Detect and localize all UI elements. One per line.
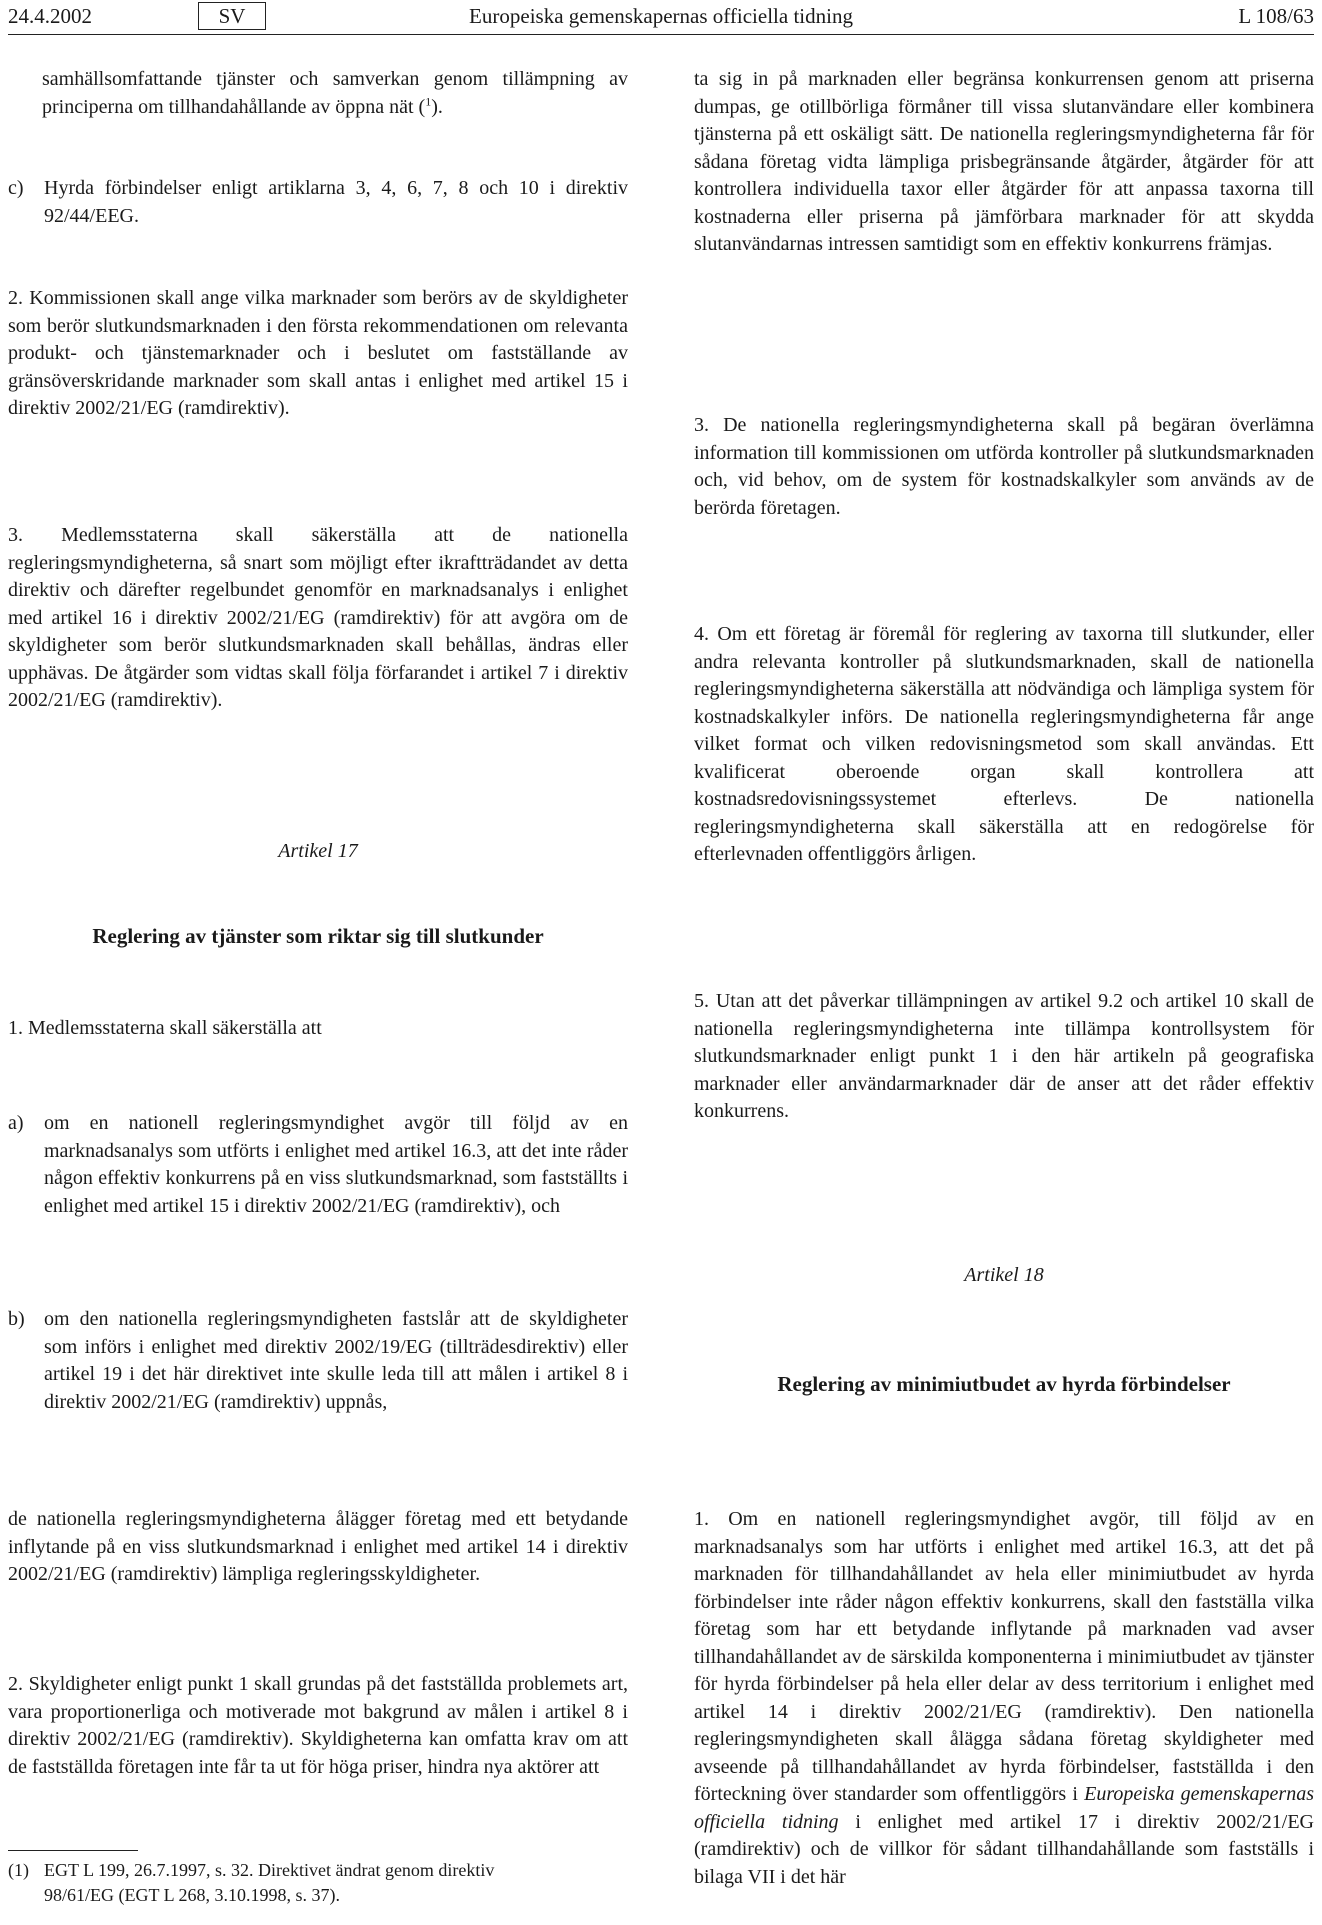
right-paragraph-4: 4. Om ett företag är föremål för reglering av taxorna till slutkunder, eller andra relevanta kontroller på slutkundsmarknaden, skall de nationella regleringsmyndigheterna säkerställa att nödvändiga och lämpliga system för kostnadskalkyler införs. De nationella regleringsmyndigheterna får ange vilket format och vilken redovisningsmetod som skall användas. Ett kvalificerat oberoende organ skall kontrollera att kostnadsredovisningssystemet efterlevs. De nationella regleringsmyndigheterna skall säkerställa att en redogörelse för efterlevnaden offentliggörs årligen. xyxy=(694,623,1314,865)
item-a-label: a) xyxy=(8,1112,24,1134)
item-a-text: om en nationell regleringsmyndighet avgör till följd av en marknadsanalys som utförts i enlighet med artikel 16.3, att det inte råder någon effektiv konkurrens på en viss slutkundsmarknad, som fastställts i enlighet med artikel 15 i direktiv 2002/21/EG (ramdirektiv), och xyxy=(44,1112,628,1217)
item-c-text: Hyrda förbindelser enligt artiklarna 3, 4, 6, 7, 8 och 10 i direktiv 92/44/EEG. xyxy=(44,177,628,227)
item-b xyxy=(8,1306,628,1416)
left-paragraph-3: 3. Medlemsstaterna skall säkerställa att de nationella regleringsmyndigheterna, så snart som möjligt efter ikraftträdandet av detta direktiv och därefter regelbundet genomför en marknadsanalys i enlighet med artikel 16 i direktiv 2002/21/EG (ramdirektiv) för att avgöra om de skyldigheter som berör slutkundsmarknaden skall behållas, ändras eller upphävas. De åtgärder som vidtas skall följa förfarandet i artikel 7 i direktiv 2002/21/EG (ramdirektiv). xyxy=(8,524,628,711)
article-17-number: Artikel 17 xyxy=(278,840,358,862)
footnote xyxy=(8,1858,628,1908)
article-18-paragraph-1 xyxy=(694,1506,1314,1891)
header-journal-title: Europeiska gemenskapernas officiella tidning xyxy=(469,4,853,28)
article-18-journal-italic: Europeiska gemenskapernas officiella tidning xyxy=(694,1783,1314,1833)
right-paragraph-3: 3. De nationella regleringsmyndigheterna skall på begäran överlämna information till kommissionen om utförda kontroller på slutkundsmarknaden och, vid behov, om de system för kostnadskalkyler som används av de berörda företagen. xyxy=(694,414,1314,519)
footnote-rule xyxy=(8,1850,138,1851)
footnote-line-1: EGT L 199, 26.7.1997, s. 32. Direktivet ändrat genom direktiv xyxy=(44,1860,495,1880)
right-paragraph-5: 5. Utan att det påverkar tillämpningen av artikel 9.2 och artikel 10 skall de nationella regleringsmyndigheterna inte tillämpa kontrollsystem för slutkundsmarknader enligt punkt 1 i den här artikeln på geografiska marknader eller användarmarknader där de anser att det råder effektiv konkurrens. xyxy=(694,990,1314,1122)
article-17-title: Reglering av tjänster som riktar sig till slutkunder xyxy=(92,924,544,948)
footnote-label: (1) xyxy=(8,1860,29,1880)
left-intro-paragraph xyxy=(42,66,628,121)
right-continuation-paragraph: ta sig in på marknaden eller begränsa konkurrensen genom att priserna dumpas, ge otillbörliga förmåner till vissa slutanvändare eller kombinera tjänsterna på ett oskäligt sätt. De nationella regleringsmyndigheterna får för sådana företag vidta lämpliga prisbegränsande åtgärder, åtgärder för att kontrollera individuella taxor eller åtgärder för att anpassa taxorna till kostnaderna eller priserna på jämförbara marknader för att skydda slutanvändarnas intressen samtidigt som en effektiv konkurrens främjas. xyxy=(694,68,1314,255)
left-paragraph-2: 2. Kommissionen skall ange vilka marknader som berörs av de skyldigheter som berör slutkundsmarknaden i den första rekommendationen om relevanta produkt- och tjänstemarknader och i beslutet om fastställande av gränsöverskridande marknader som skall antas i enlighet med artikel 15 i direktiv 2002/21/EG (ramdirektiv). xyxy=(8,287,628,419)
item-b-label: b) xyxy=(8,1308,25,1330)
article-18-number: Artikel 18 xyxy=(964,1264,1044,1286)
header-date: 24.4.2002 xyxy=(8,4,92,28)
article-18-title: Reglering av minimiutbudet av hyrda förbindelser xyxy=(777,1372,1231,1396)
item-c-label: c) xyxy=(8,177,24,199)
article-18-text-a: 1. Om en nationell regleringsmyndighet avgör, till följd av en marknadsanalys som har utförts i enlighet med artikel 16.3, att det på marknaden för tillhandahållandet av hela eller minimiutbudet av hyrda förbindelser inte råder någon effektiv konkurrens, skall den fastställa vilka företag som har ett betydande inflytande på marknaden vad avser tillhandahållandet av de särskilda komponenterna i minimiutbudet av tjänster för hyrda förbindelser på hela eller delar av dess territorium i enlighet med artikel 14 i direktiv 2002/21/EG (ramdirektiv). Den nationella regleringsmyndigheten skall ålägga sådana företag skyldigheter med avseende på tillhandahållandet av hyrda förbindelser, fastställda i den förteckning över standarder som offentliggörs i xyxy=(694,1508,1314,1805)
article-17-paragraph-1: 1. Medlemsstaterna skall säkerställa att xyxy=(8,1017,322,1039)
left-authorities-paragraph: de nationella regleringsmyndigheterna ålägger företag med ett betydande inflytande på en viss slutkundsmarknad i enlighet med artikel 14 i direktiv 2002/21/EG (ramdirektiv) lämpliga regleringsskyldigheter. xyxy=(8,1508,628,1585)
header-page-number: L 108/63 xyxy=(1238,4,1314,28)
footnote-ref: 1 xyxy=(425,93,432,108)
page-header xyxy=(8,0,1314,35)
item-b-text: om den nationella regleringsmyndigheten fastslår att de skyldigheter som införs i enlighet med direktiv 2002/19/EG (tillträdesdirektiv) eller artikel 19 i det här direktivet inte skulle leda till att målen i artikel 8 i direktiv 2002/21/EG (ramdirektiv) uppnås, xyxy=(44,1308,628,1413)
intro-text: samhällsomfattande tjänster och samverkan genom tillämpning av principerna om tillhandahållande av öppna nät ( xyxy=(42,68,628,118)
intro-text-end: ). xyxy=(431,95,443,118)
header-language-box: SV xyxy=(198,2,266,30)
item-c xyxy=(8,175,628,230)
item-a xyxy=(8,1110,628,1220)
footnote-line-2: 98/61/EG (EGT L 268, 3.10.1998, s. 37). xyxy=(44,1885,340,1905)
article-17-paragraph-2: 2. Skyldigheter enligt punkt 1 skall grundas på det fastställda problemets art, vara proportionerliga och motiverade mot bakgrund av målen i artikel 8 i direktiv 2002/21/EG (ramdirektiv). Skyldigheterna kan omfatta krav om att de fastställda företagen inte får ta ut för höga priser, hindra nya aktörer att xyxy=(8,1673,628,1778)
article-18-text-b: i enlighet med artikel 17 i direktiv 2002/21/EG (ramdirektiv) och de villkor för sådant tillhandahållande som fastställs i bilaga VII i det här xyxy=(694,1810,1314,1888)
